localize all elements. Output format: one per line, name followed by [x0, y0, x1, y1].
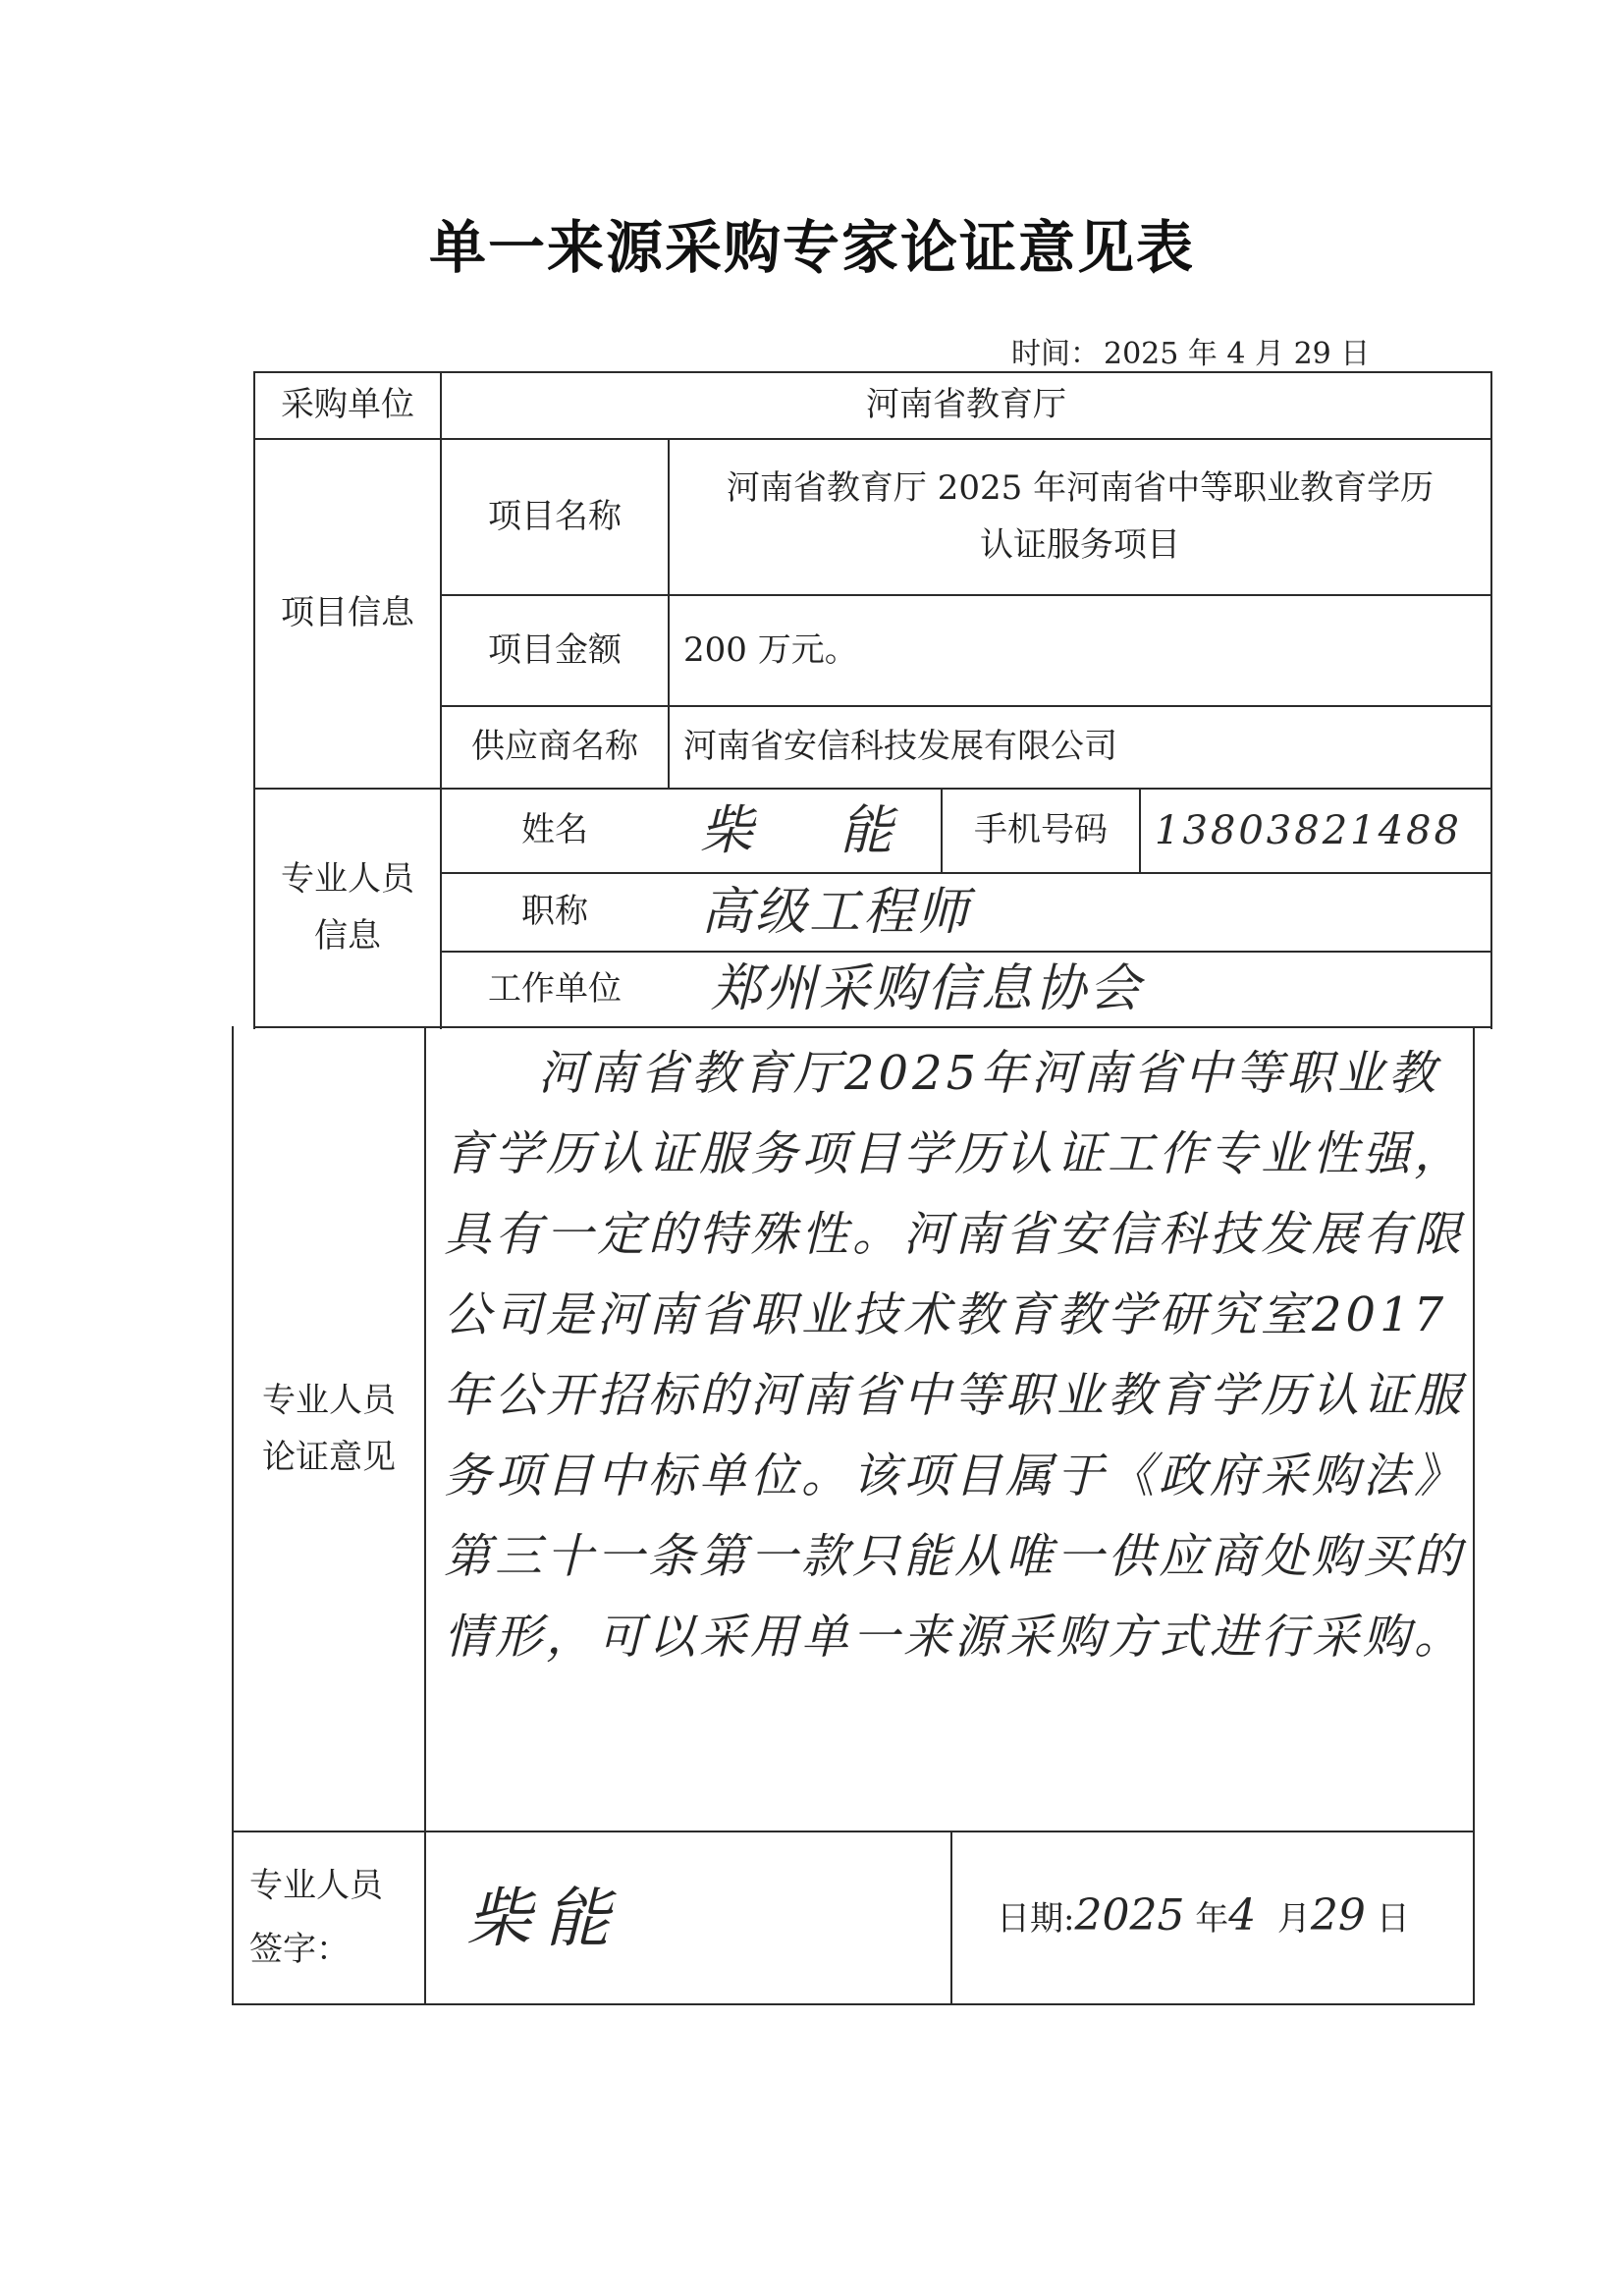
project-amount-value: 200 万元。 [683, 629, 858, 670]
expert-signature: 柴能 [466, 1881, 623, 1956]
project-name-value [670, 440, 1490, 594]
expert-title-value: 高级工程师 [701, 882, 972, 942]
phone-value: 13803821488 [1155, 808, 1462, 853]
project-name-label: 项目名称 [488, 496, 622, 536]
date-day: 29 [1310, 1890, 1366, 1941]
phone-label: 手机号码 [974, 810, 1108, 850]
time-label: 时间： [1011, 337, 1100, 371]
signature-label-1: 专业人员 [249, 1866, 383, 1906]
opinion-label [234, 1028, 424, 1831]
date-day-unit: 日 [1376, 1899, 1410, 1939]
date-year-unit: 年 [1195, 1899, 1229, 1939]
employer-label: 工作单位 [488, 968, 622, 1009]
date-month: 4 [1228, 1890, 1257, 1941]
supplier-label: 供应商名称 [471, 727, 638, 767]
employer-value: 郑州采购信息协会 [711, 959, 1144, 1019]
date-year: 2025 [1074, 1890, 1185, 1941]
signature-date [997, 1890, 1410, 1941]
project-name-line-1: 河南省教育厅 2025 年河南省中等职业教育学历 [726, 467, 1435, 508]
expert-info-label-1: 专业人员 [281, 858, 414, 899]
opinion-text: 河南省教育厅2025年河南省中等职业教育学历认证服务项目学历认证工作专业性强，具有一定的特殊性。河南省安信科技发展有限公司是河南省职业技术教育教学研究室2017年公开招标的河南省中等职业教育学历认证服务项目中标单位。该项目属于《政府采购法》第三十一条第一款只能从唯一供应商处购买的情形，可以采用单一来源采购方式进行采购。 [444, 1046, 1466, 1665]
expert-name-label: 姓名 [521, 810, 588, 850]
supplier-value: 河南省安信科技发展有限公司 [683, 727, 1117, 767]
time-value: 2025 年 4 月 29 日 [1104, 337, 1371, 371]
expert-title-label: 职称 [521, 892, 588, 932]
opinion-label-2: 论证意见 [262, 1437, 396, 1477]
signature-label [234, 1832, 440, 2003]
purchaser-label: 采购单位 [281, 385, 414, 425]
date-label: 日期: [997, 1899, 1075, 1939]
expert-info-label [255, 790, 440, 1026]
project-info-label: 项目信息 [281, 593, 414, 633]
project-name-line-2: 认证服务项目 [980, 524, 1180, 565]
expert-info-label-2: 信息 [314, 915, 381, 956]
signature-label-2: 签字： [249, 1930, 350, 1969]
date-month-unit: 月 [1276, 1899, 1311, 1939]
purchaser-value: 河南省教育厅 [866, 385, 1066, 425]
opinion-label-1: 专业人员 [262, 1380, 396, 1420]
form-title: 单一来源采购专家论证意见表 [428, 214, 1195, 281]
expert-name-value: 柴 能 [699, 799, 911, 862]
project-amount-label: 项目金额 [488, 629, 622, 670]
